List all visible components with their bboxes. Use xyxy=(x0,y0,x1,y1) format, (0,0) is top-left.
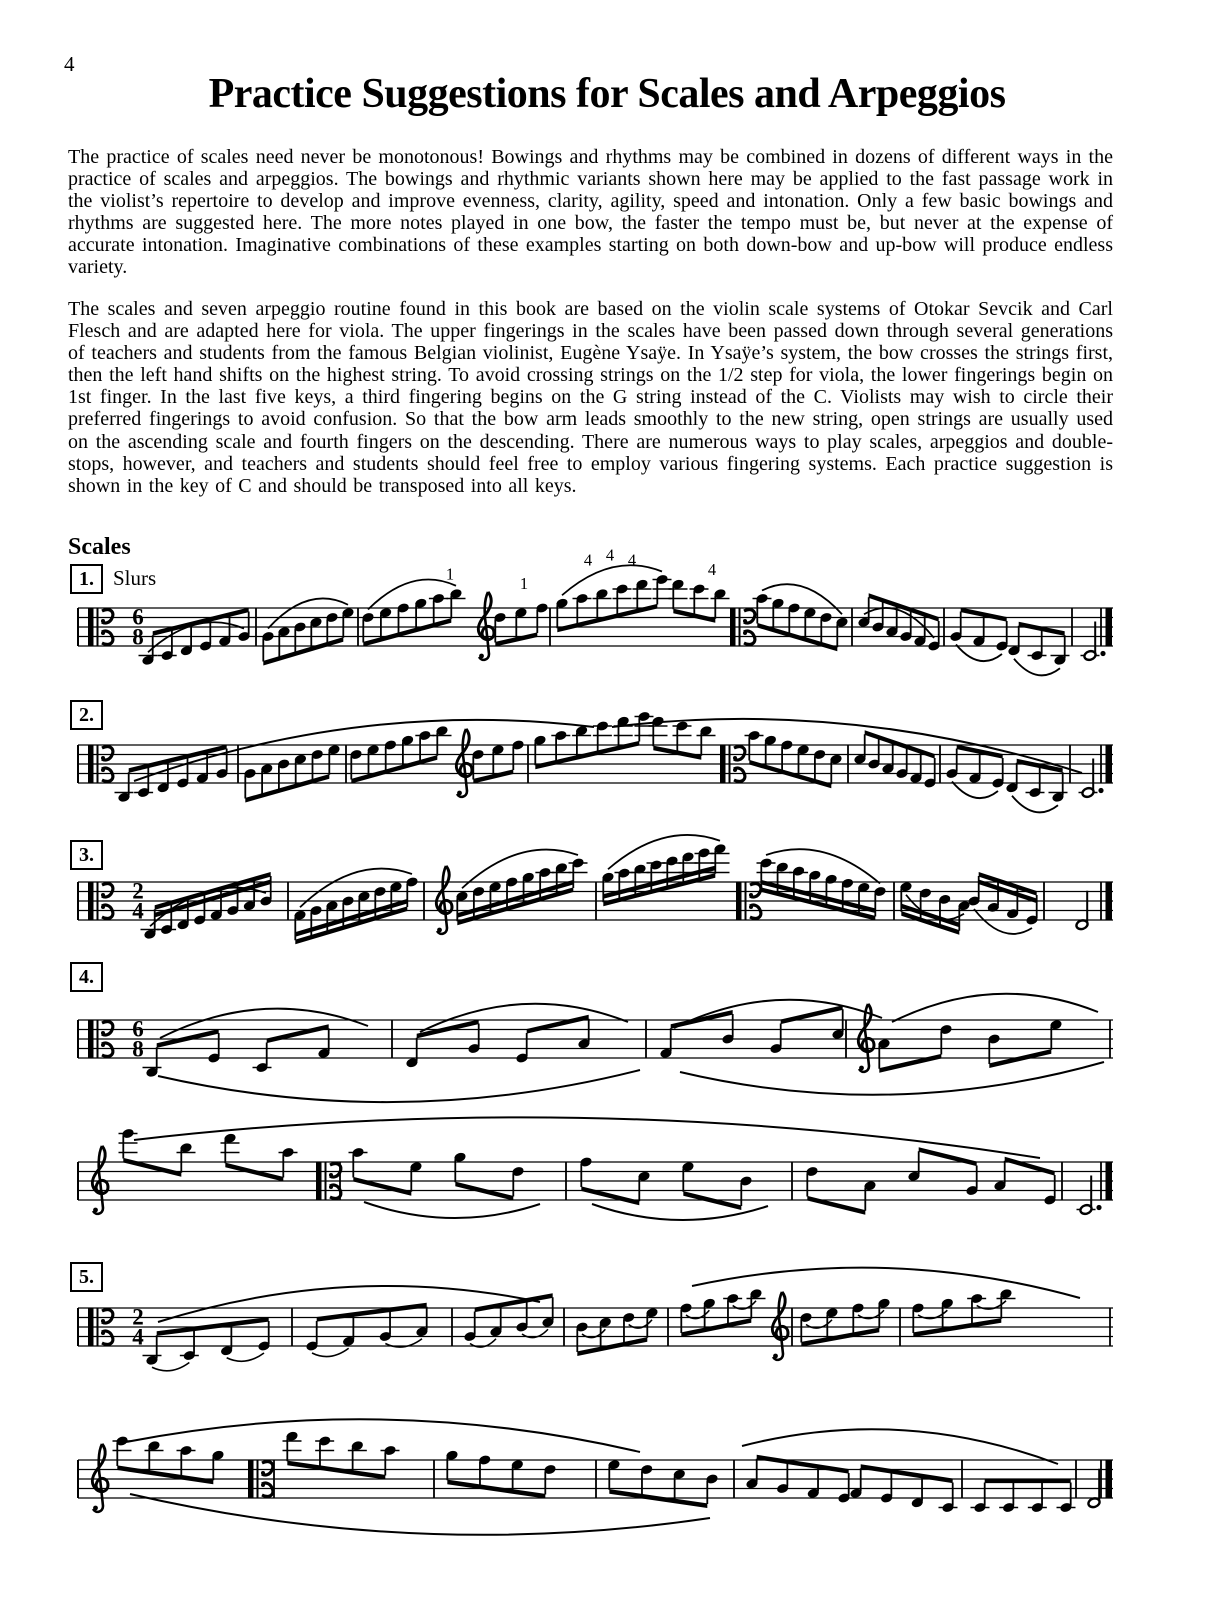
svg-text:4: 4 xyxy=(132,898,144,924)
exercise-1-label: Slurs xyxy=(113,566,157,590)
page-title: Practice Suggestions for Scales and Arpeggios xyxy=(208,71,1006,117)
staff-system-6 xyxy=(78,1268,1113,1371)
page-number: 4 xyxy=(64,52,75,76)
exercise-5-marker xyxy=(70,1262,103,1292)
staff-system-2 xyxy=(78,711,1113,813)
staff-system-4 xyxy=(78,994,1113,1102)
exercise-2-number: 2. xyxy=(70,700,103,730)
intro-paragraph-1: The practice of scales need never be monotonous! Bowings and rhythms may be combined in dozens of different ways in the practice of scales and arpeggios. The bowings and rhythmic variants shown here may be applied to the fast passage work in the violist’s repertoire to develop and improve evenness, clarity, agility, speed and intonation. Only a few basic bowings and rhythms are suggested here. The more notes played in one bow, the faster the tempo must be, but never at the expense of accurate intonation. Imaginative combinations of these examples starting on both down-bow and up-bow will produce endless variety. xyxy=(68,146,1113,279)
exercise-4-number: 4. xyxy=(70,962,103,992)
svg-text:6: 6 xyxy=(132,1016,144,1042)
staff-system-1 xyxy=(78,546,1113,676)
svg-text:2: 2 xyxy=(132,878,144,904)
svg-text:4: 4 xyxy=(707,559,717,579)
exercise-3-number: 3. xyxy=(70,840,103,870)
staff-system-7 xyxy=(78,1419,1113,1535)
staff-system-3 xyxy=(78,835,1113,944)
svg-text:8: 8 xyxy=(132,1036,144,1062)
staff-system-5 xyxy=(78,1117,1113,1220)
svg-text:4: 4 xyxy=(605,545,615,565)
svg-text:4: 4 xyxy=(627,550,637,570)
exercise-2-marker xyxy=(70,700,103,730)
exercise-4-marker xyxy=(70,962,103,992)
svg-text:6: 6 xyxy=(132,604,144,630)
section-heading-scales: Scales xyxy=(68,534,131,560)
svg-text:1: 1 xyxy=(445,564,455,584)
svg-text:4: 4 xyxy=(132,1324,144,1350)
exercise-1-marker xyxy=(70,564,156,594)
svg-text:2: 2 xyxy=(132,1304,144,1330)
exercise-3-marker xyxy=(70,840,103,870)
exercise-1-number: 1. xyxy=(70,564,103,594)
svg-text:1: 1 xyxy=(519,574,529,593)
intro-paragraph-2: The scales and seven arpeggio routine found in this book are based on the violin scale systems of Otokar Sevcik and Carl Flesch and are adapted here for viola. The upper fingerings in the scales have been passed down through several generations of teachers and students from the famous Belgian violinist, Eugène Ysaÿe. In Ysaÿe’s system, the bow crosses the strings first, then the left hand shifts on the highest string. To avoid crossing strings on the 1/2 step for viola, the lower fingerings begin on 1st finger. In the last five keys, a third fingering begins on the G string instead of the C. Violists may wish to circle their preferred fingerings to avoid confusion. So that the bow arm leads smoothly to the new string, open strings are usually used on the ascending scale and fourth fingers on the descending. There are numerous ways to play scales, arpeggios and double-stops, however, and teachers and students should feel free to employ various fingering systems. Each practice suggestion is shown in the key of C and should be transposed into all keys. xyxy=(68,298,1113,497)
svg-text:4: 4 xyxy=(583,550,593,570)
exercise-5-number: 5. xyxy=(70,1262,103,1292)
svg-text:8: 8 xyxy=(132,624,144,650)
